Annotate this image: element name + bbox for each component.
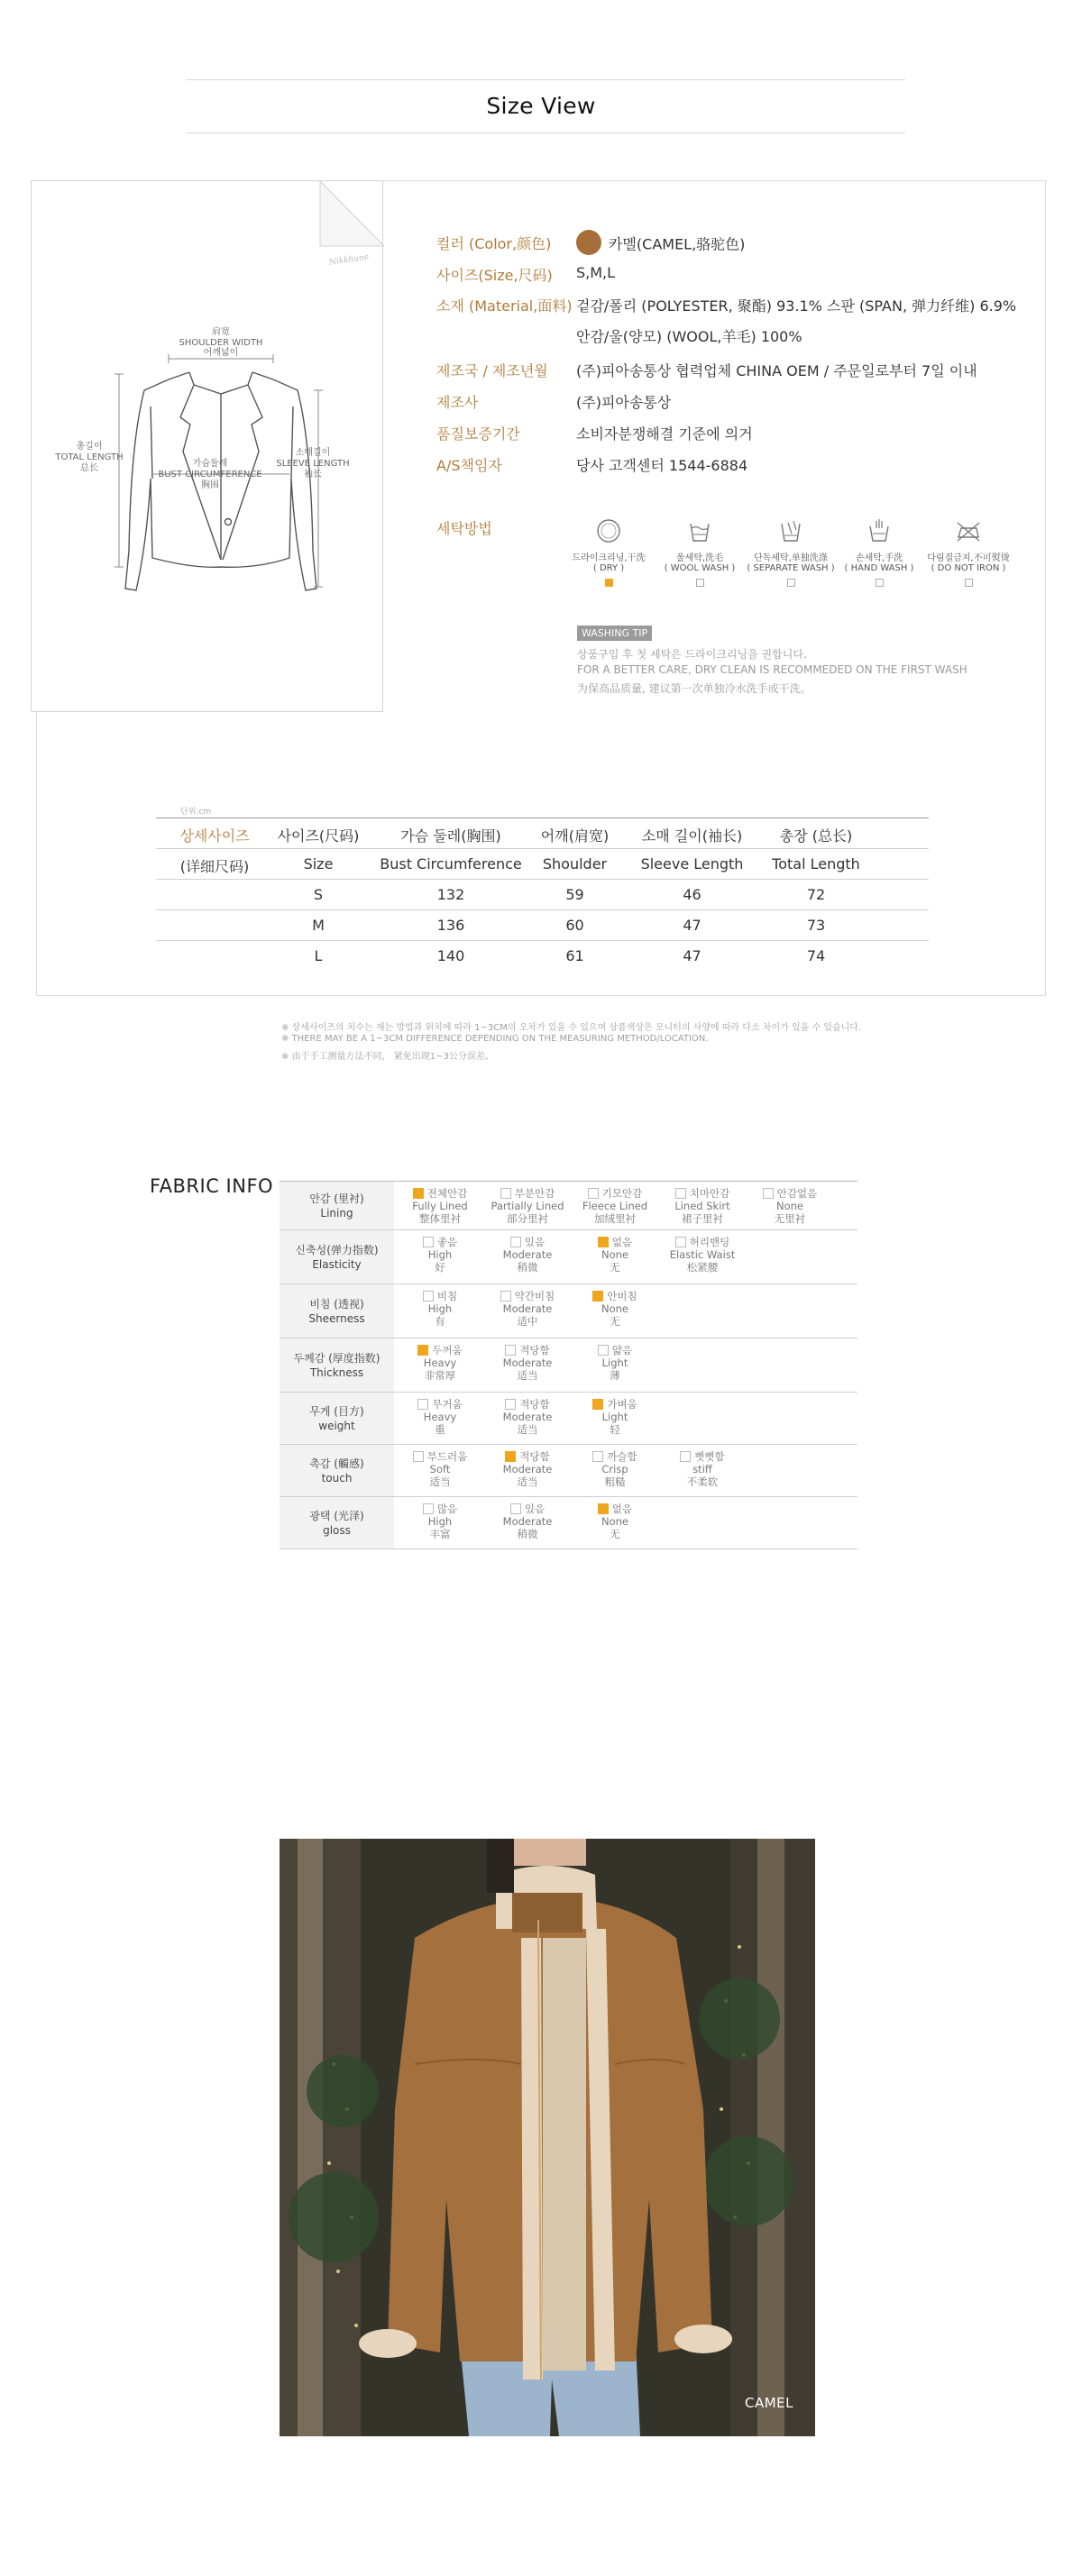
fabric-head-text: Sheerness: [308, 1311, 365, 1325]
table-cell: 74: [806, 947, 826, 964]
fabric-options: [394, 1182, 857, 1229]
spec-label: 소재 (Material,面料): [436, 297, 573, 315]
bust-label-3: 胸围: [201, 480, 219, 490]
fabric-option: [485, 1450, 570, 1488]
fabric-option-ko: 치마안감: [689, 1187, 730, 1200]
fabric-option-zh: 稍微: [517, 1528, 538, 1540]
total-label-1: 총길이: [76, 442, 103, 452]
fabric-option-en: Partially Lined: [491, 1200, 564, 1212]
care-check-mark: [696, 579, 704, 587]
fabric-row-head: [280, 1182, 394, 1229]
checked-box-icon: [598, 1503, 609, 1514]
fabric-row: [280, 1338, 857, 1393]
fabric-row-head: [280, 1284, 394, 1338]
fabric-option-en: Moderate: [502, 1302, 553, 1315]
fabric-option: [398, 1187, 482, 1225]
fabric-option: [398, 1236, 482, 1274]
fabric-option-en: High: [427, 1515, 453, 1528]
spec-value: 카멜(CAMEL,骆驼色): [609, 235, 746, 253]
fabric-option-ko: 두꺼움: [432, 1344, 463, 1357]
table-cell: M: [312, 917, 325, 934]
care-check-mark: [605, 579, 613, 587]
fabric-info-title: FABRIC INFO: [150, 1175, 274, 1197]
fabric-option: [485, 1187, 570, 1225]
fabric-option-ko: 부드러움: [426, 1450, 468, 1463]
fabric-option-ko: 부분안감: [514, 1187, 555, 1200]
unchecked-box-icon: [500, 1291, 511, 1302]
washing-tip-line: 상품구입 후 첫 세탁은 드라이크리닝을 권합니다.: [577, 648, 807, 661]
table-header-bottom-rule: [156, 879, 929, 880]
unchecked-box-icon: [423, 1503, 434, 1514]
checked-box-icon: [413, 1188, 424, 1199]
fabric-option-zh: 适当: [517, 1369, 538, 1382]
fabric-row-head: [280, 1497, 394, 1548]
sleeve-label-3: 袖长: [304, 470, 322, 480]
size-note: ※ 상세사이즈의 치수는 재는 방법과 위치에 따라 1~3CM의 오차가 있을 수 있으며 상품색상은 모니터의 사양에 따라 다소 차이가 있을 수 있습니다.: [281, 1023, 862, 1033]
fabric-option: [485, 1503, 570, 1540]
fabric-option: [398, 1450, 482, 1488]
fabric-option-zh: 松紧腰: [686, 1261, 719, 1274]
fabric-option-zh: 整体里衬: [419, 1212, 461, 1225]
spec-label: 제조국 / 제조년월: [436, 362, 548, 379]
spec-value: (주)피아송통상: [576, 394, 672, 411]
unchecked-box-icon: [423, 1291, 434, 1302]
table-header-en: Bust Circumference: [380, 855, 522, 872]
table-cell: 136: [436, 917, 465, 934]
table-header: 가슴 둘레(胸围): [400, 827, 501, 845]
fabric-option: [398, 1344, 482, 1382]
fabric-head-text: 두께감 (厚度指数): [293, 1351, 381, 1365]
fabric-option-zh: 无: [610, 1315, 620, 1328]
fabric-option-en: None: [601, 1515, 628, 1528]
fabric-options: [394, 1230, 857, 1283]
table-row-rule: [156, 940, 929, 941]
fabric-row: [280, 1445, 857, 1497]
fabric-head-text: 비침 (透视): [309, 1297, 364, 1311]
header-top-rule: [186, 79, 905, 80]
fabric-option-ko: 적당함: [519, 1344, 550, 1357]
unchecked-box-icon: [417, 1399, 428, 1410]
shoulder-label-2: SHOULDER WIDTH: [179, 338, 263, 348]
table-header-en: Total Length: [772, 855, 860, 872]
size-table-label: 상세사이즈: [179, 827, 250, 845]
fabric-option-zh: 有: [435, 1315, 445, 1328]
fabric-option-zh: 丰富: [429, 1528, 451, 1540]
fabric-option-zh: 无: [610, 1261, 620, 1274]
fabric-option: [485, 1344, 570, 1382]
table-header-en: Shoulder: [542, 855, 608, 872]
unchecked-box-icon: [423, 1237, 434, 1247]
fabric-option-ko: 좋음: [436, 1236, 458, 1248]
dry-clean-icon: [593, 516, 624, 546]
sleeve-label-1: 소매길이: [295, 448, 331, 458]
fabric-option-en: None: [601, 1302, 628, 1315]
fabric-row-head: [280, 1445, 394, 1496]
bust-label-2: BUST CIRCUMFERENCE: [158, 470, 262, 480]
table-header-en: Sleeve Length: [640, 855, 744, 872]
fabric-options: [394, 1284, 857, 1338]
unchecked-box-icon: [510, 1237, 521, 1247]
fabric-options: [394, 1497, 857, 1548]
table-cell: 47: [683, 947, 701, 964]
spec-value: 겉감/폴리 (POLYESTER, 聚酯) 93.1% 스판 (SPAN, 弹力纤维) 6.9%: [576, 297, 1017, 315]
fabric-option-ko: 적당함: [519, 1398, 550, 1411]
table-header: 사이즈(尺码): [277, 827, 360, 845]
table-cell: 72: [806, 886, 826, 903]
fabric-info-table: [280, 1181, 857, 1549]
fabric-option-en: None: [601, 1248, 628, 1261]
fabric-option-zh: 无: [610, 1528, 620, 1540]
checked-box-icon: [598, 1237, 609, 1247]
fabric-head-text: 무게 (目方): [309, 1404, 364, 1418]
table-cell: S: [313, 886, 324, 903]
fabric-option-zh: 薄: [610, 1369, 620, 1382]
sleeve-label-2: SLEEVE LENGTH: [276, 459, 350, 469]
table-header: 총장 (总长): [779, 827, 853, 845]
fabric-option-en: Moderate: [502, 1357, 553, 1369]
unchecked-box-icon: [763, 1188, 774, 1199]
checked-box-icon: [417, 1345, 428, 1356]
fabric-option-zh: 非常厚: [424, 1369, 456, 1382]
table-cell: 73: [806, 917, 826, 934]
fabric-head-text: gloss: [323, 1523, 351, 1537]
fabric-option-zh: 裙子里衬: [682, 1212, 723, 1225]
washing-tip-badge: WASHING TIP: [577, 626, 652, 641]
fabric-option-zh: 轻: [610, 1423, 620, 1436]
fabric-option-ko: 뻣뻣함: [694, 1450, 725, 1463]
washing-tip-line: FOR A BETTER CARE, DRY CLEAN IS RECOMMEDED ON THE FIRST WASH: [577, 663, 967, 676]
shoulder-label-1: 肩宽: [212, 327, 230, 337]
fabric-head-text: Lining: [320, 1206, 353, 1219]
product-photo-illustration: [280, 1839, 815, 2436]
fabric-option-zh: 不柔软: [686, 1475, 719, 1488]
fabric-head-text: touch: [321, 1471, 353, 1484]
fabric-options: [394, 1393, 857, 1444]
table-cell: 61: [565, 947, 584, 964]
fabric-head-text: Thickness: [309, 1366, 364, 1379]
fabric-option-en: Moderate: [502, 1463, 553, 1475]
spec-value: 안감/울(양모) (WOOL,羊毛) 100%: [576, 328, 802, 345]
table-cell: 132: [436, 886, 465, 903]
fabric-head-text: Elasticity: [312, 1257, 362, 1271]
fabric-option-ko: 비침: [436, 1290, 458, 1302]
unchecked-box-icon: [598, 1345, 609, 1356]
fabric-option-ko: 안감없음: [776, 1187, 818, 1200]
fabric-option: [747, 1187, 832, 1225]
spec-label: 컬러 (Color,颜色): [436, 235, 552, 252]
fabric-option-zh: 加绒里衬: [594, 1212, 636, 1225]
table-cell: 60: [565, 917, 584, 934]
fabric-row-head: [280, 1338, 394, 1392]
fabric-option-ko: 약간비침: [514, 1290, 555, 1302]
total-label-3: 总长: [80, 463, 98, 473]
unchecked-box-icon: [505, 1345, 516, 1356]
fabric-option-ko: 있음: [524, 1236, 546, 1248]
size-table-label-sub: (详细尺码): [179, 858, 250, 875]
fabric-row-head: [280, 1393, 394, 1444]
fabric-option-ko: 있음: [524, 1503, 546, 1515]
fabric-option-ko: 무거움: [432, 1398, 463, 1411]
fabric-option-zh: 适当: [429, 1475, 451, 1488]
color-swatch: [576, 230, 601, 255]
fabric-option: [660, 1187, 745, 1225]
fabric-option-zh: 适当: [517, 1475, 538, 1488]
fabric-head-text: 안감 (里衬): [309, 1192, 364, 1205]
separate-wash-icon: [775, 516, 806, 546]
unchecked-box-icon: [680, 1451, 691, 1462]
fabric-head-text: weight: [318, 1419, 355, 1432]
fabric-option-ko: 안비침: [607, 1290, 637, 1302]
size-note: ※ 由于手工测量方法不同， 紧免出现1~3公分误差。: [281, 1052, 494, 1062]
bust-label-1: 가슴둘레: [192, 459, 228, 469]
fabric-option-ko: 없음: [611, 1503, 633, 1515]
fabric-option-zh: 稍微: [517, 1261, 538, 1274]
care-label-1: 울세탁,洗毛: [675, 553, 724, 563]
unchecked-box-icon: [510, 1503, 521, 1514]
table-cell: 47: [683, 917, 701, 934]
table-cell: L: [314, 947, 323, 964]
fabric-option-en: Lined Skirt: [674, 1200, 730, 1212]
table-header: 어깨(肩宽): [540, 827, 610, 845]
fabric-row: [280, 1497, 857, 1549]
table-header-en: Size: [303, 855, 334, 872]
fabric-option: [573, 1187, 657, 1225]
table-cell: 59: [565, 886, 584, 903]
care-label: 세탁방법: [436, 520, 492, 537]
fabric-option-en: Fully Lined: [412, 1200, 468, 1212]
jacket-diagram: [32, 181, 384, 713]
fabric-option-en: Moderate: [502, 1411, 553, 1423]
size-unit: 단위:cm: [180, 808, 212, 817]
checked-box-icon: [505, 1451, 516, 1462]
total-label-2: TOTAL LENGTH: [55, 452, 124, 462]
fabric-option-ko: 전체안감: [426, 1187, 468, 1200]
shoulder-label-3: 어깨넓이: [203, 348, 239, 358]
fabric-option: [573, 1503, 657, 1540]
care-separate-wash: [741, 516, 840, 587]
fabric-option-en: Light: [601, 1411, 628, 1423]
unchecked-box-icon: [675, 1237, 686, 1247]
fabric-option-zh: 重: [435, 1423, 445, 1436]
care-label-2: ( WOOL WASH ): [664, 563, 736, 573]
washing-tip-line: 为保高品质量, 建议第一次单独冷水洗手或干洗。: [577, 682, 812, 695]
fabric-option: [573, 1290, 657, 1328]
checked-box-icon: [592, 1399, 603, 1410]
care-label-2: ( DO NOT IRON ): [931, 563, 1006, 573]
fabric-option-en: None: [775, 1200, 803, 1212]
fabric-option-en: Light: [601, 1357, 628, 1369]
do-not-iron-icon: [953, 516, 984, 546]
care-label-2: ( SEPARATE WASH ): [747, 563, 835, 573]
care-label-1: 손세탁,手洗: [855, 553, 903, 563]
care-label-2: ( DRY ): [592, 563, 625, 573]
care-check-mark: [787, 579, 795, 587]
checked-box-icon: [592, 1291, 603, 1302]
spec-label: A/S책임자: [436, 457, 502, 474]
care-check-mark: [965, 579, 973, 587]
fabric-option: [573, 1450, 657, 1488]
fabric-options: [394, 1445, 857, 1496]
table-cell: 140: [436, 947, 465, 964]
care-do-not-iron: [919, 516, 1018, 587]
fabric-options: [394, 1338, 857, 1392]
fabric-option-zh: 部分里衬: [507, 1212, 548, 1225]
fabric-option-ko: 얇음: [611, 1344, 633, 1357]
care-label-1: 드라이크리닝,干洗: [572, 553, 646, 563]
fabric-row: [280, 1182, 857, 1230]
fabric-option-ko: 기모안감: [601, 1187, 643, 1200]
photo-color-tag: CAMEL: [744, 2395, 793, 2411]
fabric-option-en: Fleece Lined: [582, 1200, 648, 1212]
spec-value: S,M,L: [576, 264, 616, 281]
unchecked-box-icon: [500, 1188, 511, 1199]
fabric-option: [573, 1236, 657, 1274]
table-header: 소매 길이(袖长): [641, 827, 743, 845]
fabric-option-zh: 无里衬: [774, 1212, 806, 1225]
spec-value: (주)피아송통상 협력업체 CHINA OEM / 주문일로부터 7일 이내: [576, 362, 977, 379]
fabric-option: [660, 1450, 745, 1488]
unchecked-box-icon: [505, 1399, 516, 1410]
page-title: Size View: [486, 93, 596, 119]
fabric-option-en: High: [427, 1302, 453, 1315]
fabric-option-en: stiff: [692, 1463, 712, 1475]
fabric-option-en: Heavy: [423, 1357, 457, 1369]
fabric-option-en: Crisp: [601, 1463, 628, 1475]
fabric-row-head: [280, 1230, 394, 1283]
jacket-diagram-card: [31, 180, 383, 712]
fabric-option: [573, 1344, 657, 1382]
fabric-option-en: Moderate: [502, 1248, 553, 1261]
hand-wash-icon: [864, 516, 894, 546]
spec-label: 사이즈(Size,尺码): [436, 267, 553, 284]
spec-value: 당사 고객센터 1544-6884: [576, 457, 748, 474]
fabric-option: [485, 1236, 570, 1274]
care-hand-wash: [830, 516, 929, 587]
fabric-option-ko: 까슬함: [607, 1450, 637, 1463]
fabric-head-text: 촉감 (觸感): [309, 1457, 364, 1470]
fabric-head-text: 광택 (光泽): [309, 1509, 364, 1522]
fabric-option-zh: 好: [435, 1261, 445, 1274]
unchecked-box-icon: [588, 1188, 599, 1199]
table-cell: 46: [683, 886, 701, 903]
table-row-rule: [156, 909, 929, 910]
fabric-option: [398, 1398, 482, 1436]
fabric-row: [280, 1393, 857, 1445]
fabric-option-ko: 적당함: [519, 1450, 550, 1463]
fabric-option-ko: 많음: [436, 1503, 458, 1515]
fabric-option: [660, 1236, 745, 1274]
fabric-option-en: Elastic Waist: [669, 1248, 736, 1261]
spec-label: 제조사: [436, 394, 479, 411]
fabric-option-en: High: [427, 1248, 453, 1261]
care-label-2: ( HAND WASH ): [844, 563, 914, 573]
fabric-option-en: Soft: [429, 1463, 451, 1475]
product-photo: [280, 1839, 815, 2436]
care-check-mark: [876, 579, 884, 587]
fabric-option-en: Moderate: [502, 1515, 553, 1528]
fabric-head-text: 신축성(弹力指数): [295, 1243, 379, 1256]
fabric-option: [398, 1503, 482, 1540]
header-bottom-rule: [186, 132, 905, 133]
unchecked-box-icon: [592, 1451, 603, 1462]
fabric-option-ko: 허리밴딩: [689, 1236, 730, 1248]
spec-label: 품질보증기간: [436, 425, 520, 443]
fabric-option: [398, 1290, 482, 1328]
wool-wash-icon: [684, 516, 715, 546]
fabric-option: [485, 1290, 570, 1328]
care-dry-clean: [559, 516, 658, 587]
care-label-1: 다림질금지,不可熨烫: [927, 553, 1010, 563]
fabric-option: [573, 1398, 657, 1436]
size-note: ※ THERE MAY BE A 1~3CM DIFFERENCE DEPENDING ON THE MEASURING METHOD/LOCATION.: [281, 1034, 709, 1044]
fabric-option-en: Heavy: [423, 1411, 457, 1423]
fabric-option-zh: 适当: [517, 1423, 538, 1436]
fabric-row: [280, 1230, 857, 1284]
table-header-rule: [156, 848, 929, 849]
care-label-1: 단독세탁,单独洗涤: [754, 553, 828, 563]
unchecked-box-icon: [675, 1188, 686, 1199]
spec-value: 소비자분쟁해결 기준에 의거: [576, 425, 753, 443]
care-wool-wash: [650, 516, 749, 587]
fabric-option-ko: 가벼움: [607, 1398, 637, 1411]
fabric-row: [280, 1284, 857, 1338]
diagram-signature: Nikkhune: [328, 252, 370, 268]
unchecked-box-icon: [413, 1451, 424, 1462]
fabric-option-zh: 适中: [517, 1315, 538, 1328]
fabric-option: [485, 1398, 570, 1436]
fabric-option-zh: 粗糙: [604, 1475, 626, 1488]
fabric-option-ko: 없음: [611, 1236, 633, 1248]
